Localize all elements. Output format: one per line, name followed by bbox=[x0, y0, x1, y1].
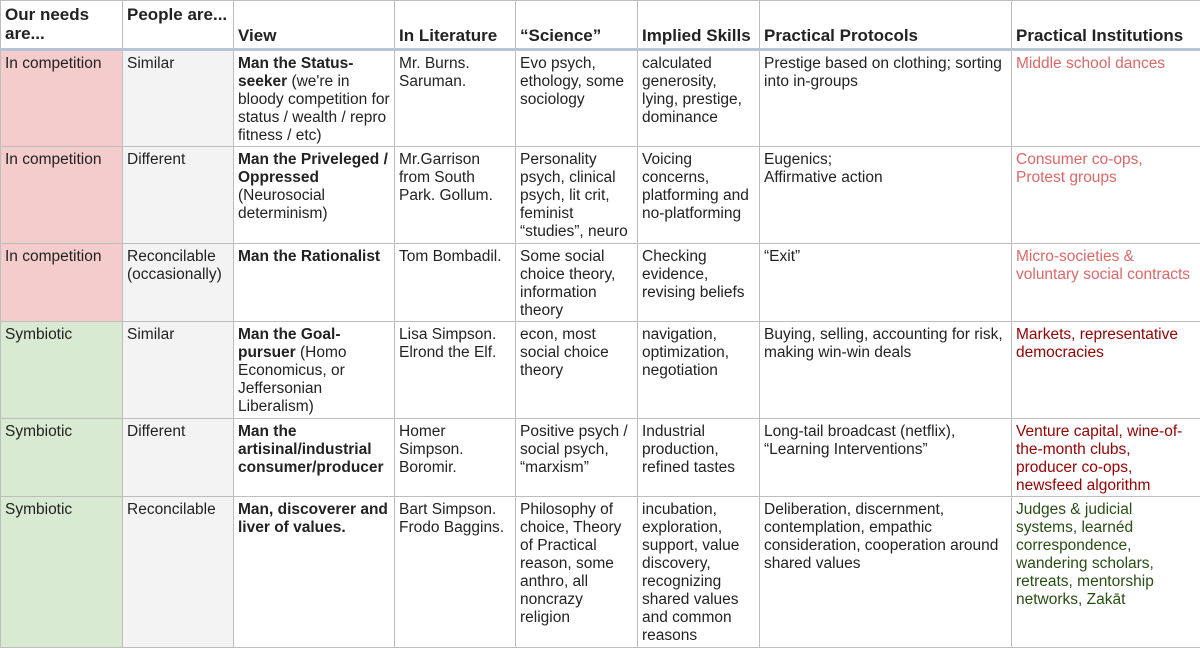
view-cell bbox=[234, 147, 395, 243]
header-row bbox=[1, 1, 1200, 50]
literature-cell: Mr.Garrison from South Park. Gollum. bbox=[395, 147, 516, 243]
science-cell: Philosophy of choice, Theory of Practical reason, some anthro, all noncrazy religion bbox=[516, 496, 638, 647]
protocols-cell: Prestige based on clothing; sorting into in-groups bbox=[760, 50, 1012, 147]
view-note: (we're in bloody competition for status / wealth / repro fitness / etc) bbox=[238, 73, 390, 144]
science-cell: Personality psych, clinical psych, lit crit, feminist “studies”, neuro bbox=[516, 147, 638, 243]
people-cell: Different bbox=[123, 418, 234, 496]
people-cell: Similar bbox=[123, 50, 234, 147]
view-title: Man the Status-seeker bbox=[238, 55, 354, 90]
table-row bbox=[1, 322, 1200, 418]
view-title: Man the Goal-pursuer bbox=[238, 326, 341, 362]
table-row bbox=[1, 243, 1200, 321]
header-people: People are... bbox=[123, 1, 234, 50]
literature-cell: Bart Simpson. Frodo Baggins. bbox=[395, 496, 516, 647]
institutions-cell: Markets, representative democracies bbox=[1012, 322, 1200, 418]
skills-cell: Checking evidence, revising beliefs bbox=[638, 243, 760, 321]
view-title: Man, discoverer and liver of values. bbox=[238, 500, 388, 536]
skills-cell: Industrial production, refined tastes bbox=[638, 418, 760, 496]
table-row bbox=[1, 50, 1200, 147]
people-cell: Similar bbox=[123, 322, 234, 418]
institutions-cell: Middle school dances bbox=[1012, 50, 1200, 147]
view-cell bbox=[234, 496, 395, 647]
header-view: View bbox=[234, 1, 395, 50]
view-cell bbox=[234, 418, 395, 496]
literature-cell: Homer Simpson. Boromir. bbox=[395, 418, 516, 496]
skills-cell: navigation, optimization, negotiation bbox=[638, 322, 760, 418]
view-title: Man the Priveleged / Oppressed bbox=[238, 151, 388, 187]
science-cell: Some social choice theory, information theory bbox=[516, 243, 638, 321]
needs-cell: Symbiotic bbox=[1, 496, 123, 647]
institutions-cell: Venture capital, wine-of-the-month clubs, producer co-ops, newsfeed algorithm bbox=[1012, 418, 1200, 496]
skills-cell: incubation, exploration, support, value discovery, recognizing shared values and common reasons bbox=[638, 496, 760, 647]
science-cell: econ, most social choice theory bbox=[516, 322, 638, 418]
protocols-cell: Eugenics; Affirmative action bbox=[760, 147, 1012, 243]
people-cell: Different bbox=[123, 147, 234, 243]
science-cell: Evo psych, ethology, some sociology bbox=[516, 50, 638, 147]
view-cell bbox=[234, 322, 395, 418]
literature-cell: Mr. Burns. Saruman. bbox=[395, 50, 516, 147]
view-cell bbox=[234, 243, 395, 321]
protocols-cell: “Exit” bbox=[760, 243, 1012, 321]
header-literature: In Literature bbox=[395, 1, 516, 50]
header-institutions: Practical Institutions bbox=[1012, 1, 1200, 50]
institutions-cell: Consumer co-ops, Protest groups bbox=[1012, 147, 1200, 243]
needs-cell: In competition bbox=[1, 243, 123, 321]
needs-cell: In competition bbox=[1, 147, 123, 243]
header-needs: Our needs are... bbox=[1, 1, 123, 50]
protocols-cell: Deliberation, discernment, contemplation, empathic consideration, cooperation around shared values bbox=[760, 496, 1012, 647]
view-note: (Homo Economicus, or Jeffersonian Liberalism) bbox=[238, 344, 347, 416]
literature-cell: Tom Bombadil. bbox=[395, 243, 516, 321]
skills-cell: calculated generosity, lying, prestige, dominance bbox=[638, 50, 760, 147]
people-cell: Reconcilable (occasionally) bbox=[123, 243, 234, 321]
people-cell: Reconcilable bbox=[123, 496, 234, 647]
needs-cell: In competition bbox=[1, 50, 123, 147]
skills-cell: Voicing concerns, platforming and no-platforming bbox=[638, 147, 760, 243]
institutions-cell: Judges & judicial systems, learnéd correspondence, wandering scholars, retreats, mentorship networks, Zakāt bbox=[1012, 496, 1200, 647]
header-science: “Science” bbox=[516, 1, 638, 50]
header-protocols: Practical Protocols bbox=[760, 1, 1012, 50]
view-title: Man the artisinal/industrial consumer/producer bbox=[238, 422, 384, 476]
view-note: (Neurosocial determinism) bbox=[238, 187, 328, 223]
needs-cell: Symbiotic bbox=[1, 418, 123, 496]
protocols-cell: Buying, selling, accounting for risk, making win-win deals bbox=[760, 322, 1012, 418]
table-row bbox=[1, 496, 1200, 647]
view-cell bbox=[234, 50, 395, 147]
protocols-cell: Long-tail broadcast (netflix), “Learning Interventions” bbox=[760, 418, 1012, 496]
literature-cell: Lisa Simpson. Elrond the Elf. bbox=[395, 322, 516, 418]
table-row bbox=[1, 418, 1200, 496]
needs-cell: Symbiotic bbox=[1, 322, 123, 418]
table-row bbox=[1, 147, 1200, 243]
science-cell: Positive psych / social psych, “marxism” bbox=[516, 418, 638, 496]
view-title: Man the Rationalist bbox=[238, 247, 381, 265]
institutions-cell: Micro-societies & voluntary social contracts bbox=[1012, 243, 1200, 321]
header-skills: Implied Skills bbox=[638, 1, 760, 50]
